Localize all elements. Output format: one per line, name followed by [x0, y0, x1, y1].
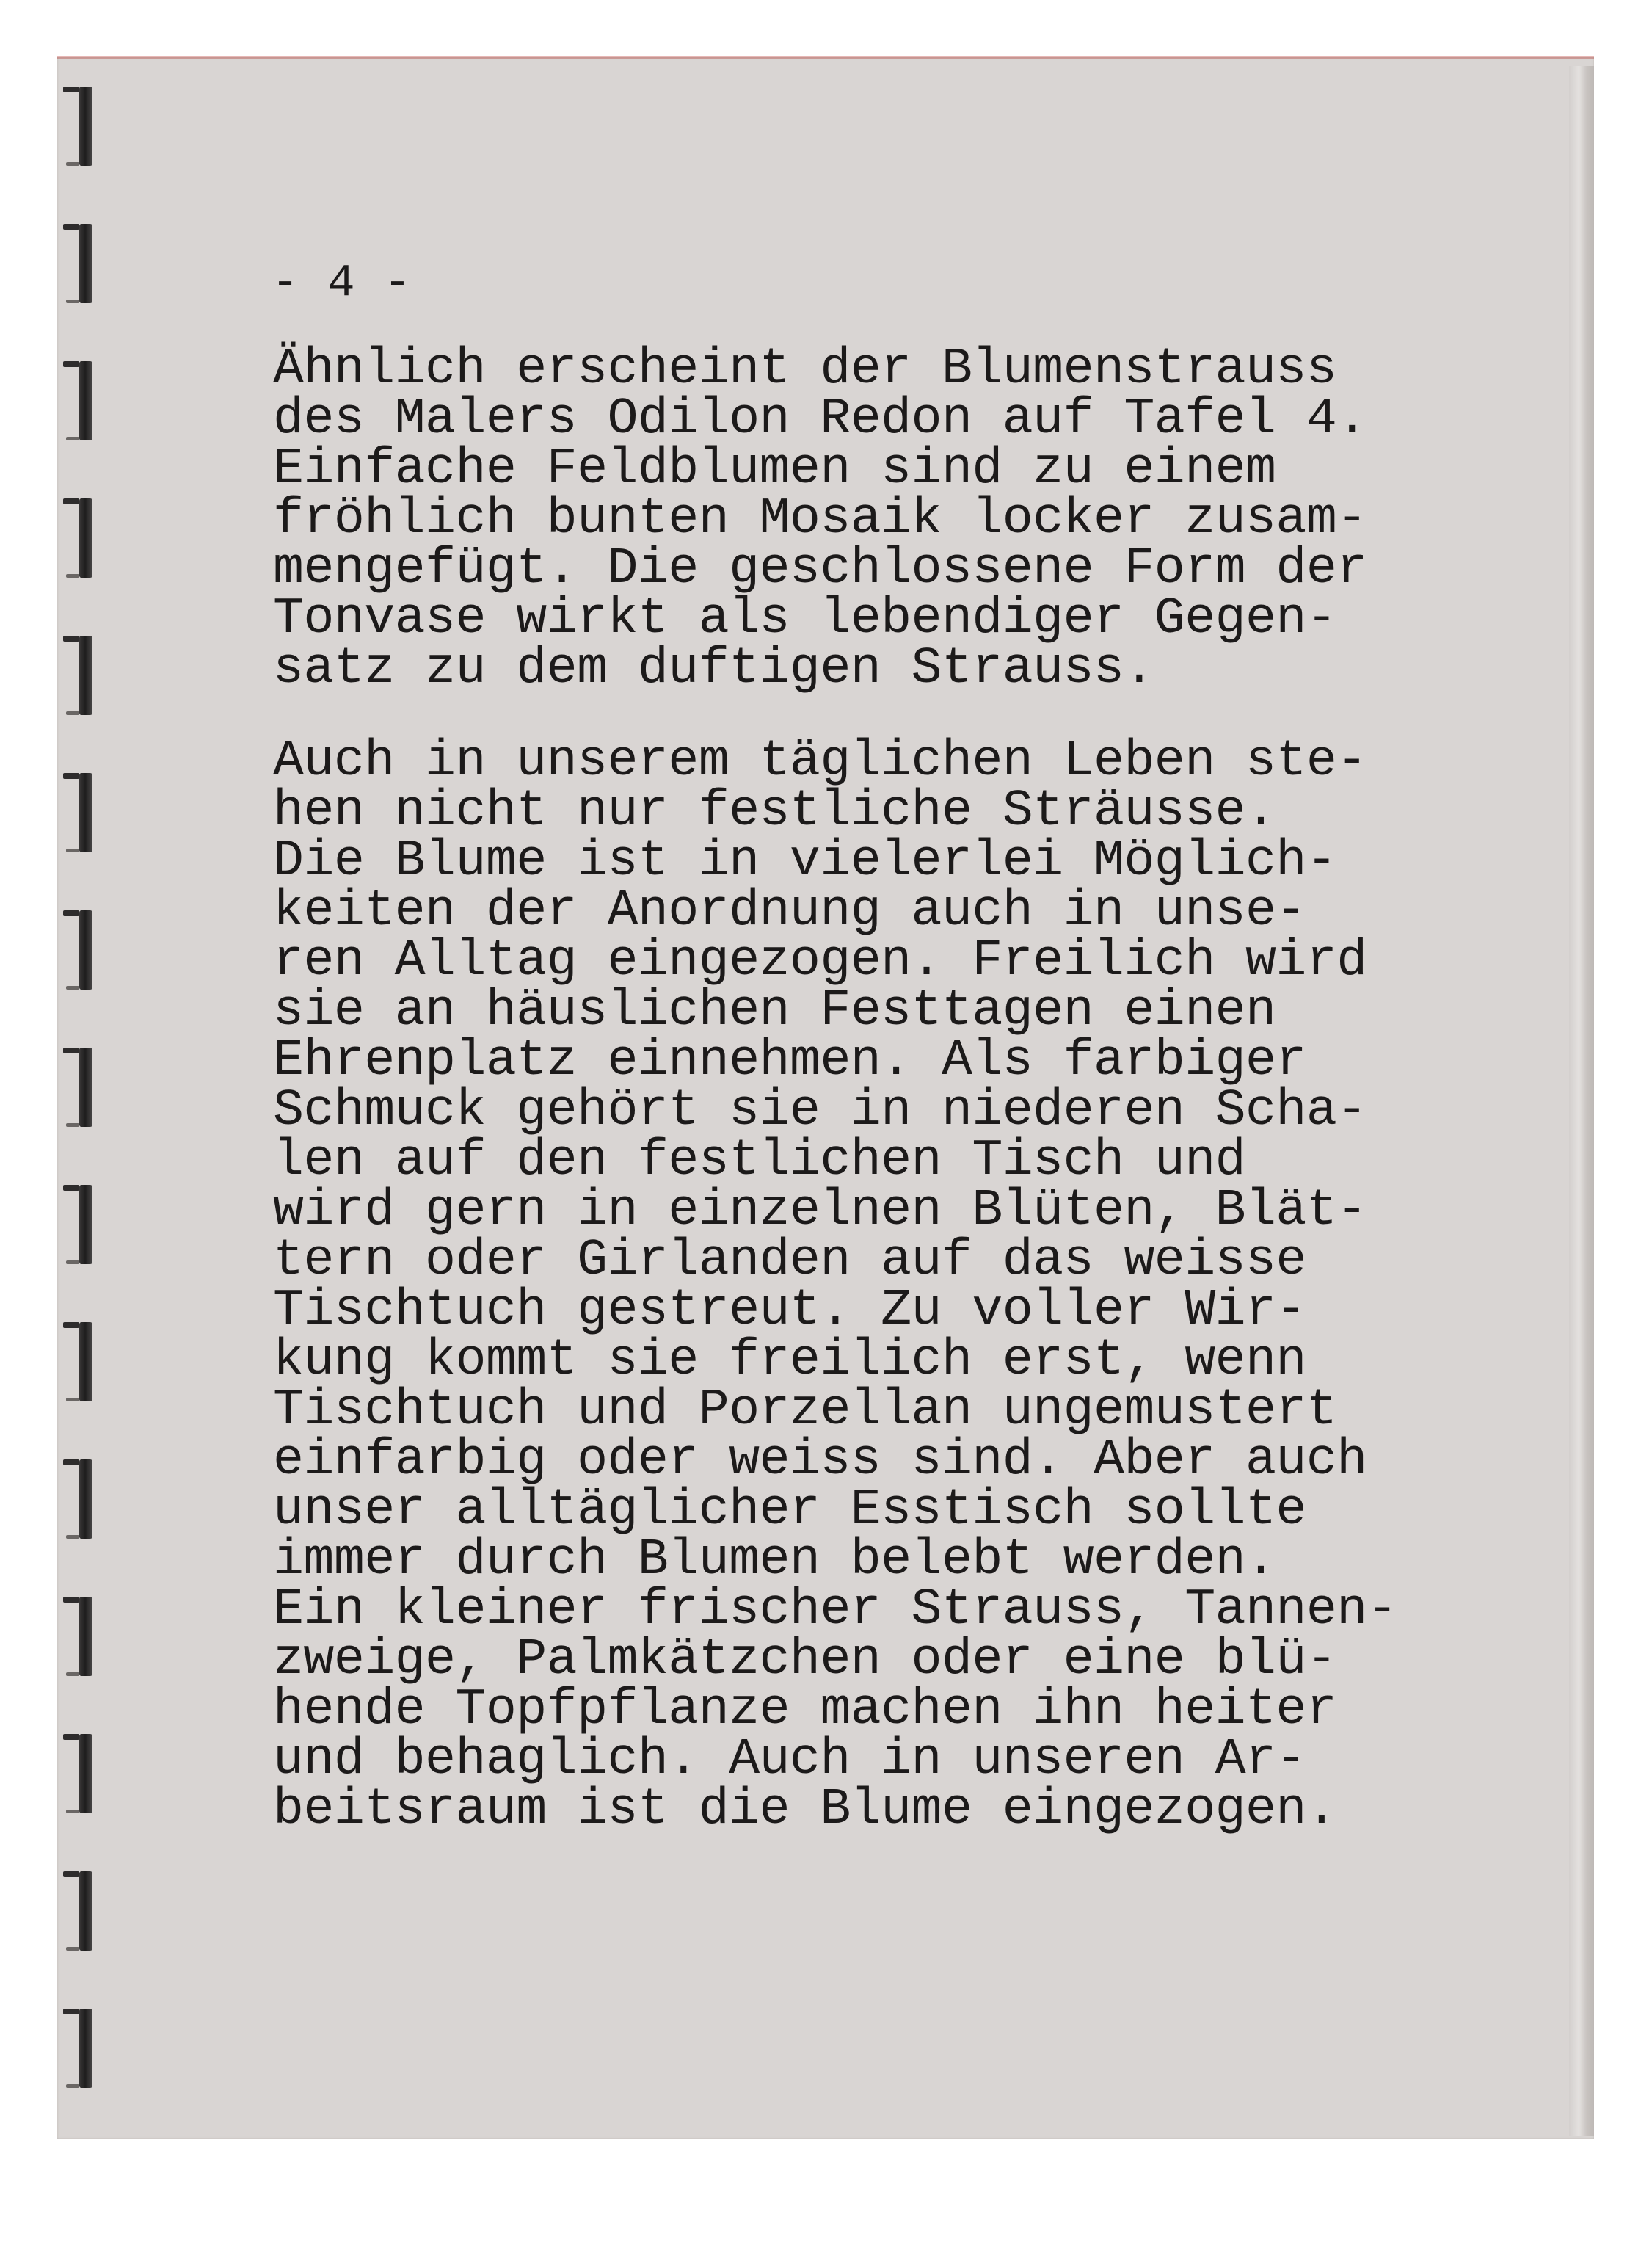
text-line: keiten der Anordnung auch in unse- [273, 882, 1306, 940]
text-line: mengefügt. Die geschlossene Form der [273, 540, 1367, 598]
binding-ring [79, 224, 92, 303]
text-line: immer durch Blumen belebt werden. [273, 1531, 1276, 1589]
text-line: Auch in unserem täglichen Leben ste- [273, 733, 1367, 791]
text-line: unser alltäglicher Esstisch sollte [273, 1481, 1306, 1539]
text-line: sie an häuslichen Festtagen einen [273, 982, 1276, 1040]
page-stack-edge [1569, 66, 1594, 2136]
binding-ring [79, 1459, 92, 1539]
text-line: Ein kleiner frischer Strauss, Tannen- [273, 1581, 1398, 1639]
text-line: zweige, Palmkätzchen oder eine blü- [273, 1631, 1337, 1689]
binding-ring [79, 773, 92, 852]
text-line: und behaglich. Auch in unseren Ar- [273, 1731, 1306, 1789]
text-line: Tischtuch gestreut. Zu voller Wir- [273, 1282, 1306, 1340]
text-line: wird gern in einzelnen Blüten, Blät- [273, 1182, 1367, 1240]
comb-binding [60, 0, 112, 2253]
text-line: Ähnlich erscheint der Blumenstrauss [273, 341, 1337, 399]
text-line: len auf den festlichen Tisch und [273, 1132, 1246, 1190]
text-line: Einfache Feldblumen sind zu einem [273, 440, 1276, 498]
binding-ring [79, 2009, 92, 2088]
text-line: Die Blume ist in vielerlei Möglich- [273, 832, 1337, 890]
text-line: Schmuck gehört sie in niederen Scha- [273, 1082, 1367, 1140]
binding-ring [79, 910, 92, 990]
binding-ring [79, 636, 92, 715]
text-line: ren Alltag eingezogen. Freilich wird [273, 932, 1367, 990]
binding-ring [79, 361, 92, 440]
text-line: kung kommt sie freilich erst, wenn [273, 1332, 1306, 1390]
text-line: fröhlich bunten Mosaik locker zusam- [273, 490, 1367, 548]
text-line: satz zu dem duftigen Strauss. [273, 640, 1154, 698]
text-line: Ehrenplatz einnehmen. Als farbiger [273, 1032, 1306, 1090]
binding-ring [79, 1597, 92, 1676]
text-line: beitsraum ist die Blume eingezogen. [273, 1781, 1337, 1839]
binding-ring [79, 1871, 92, 1951]
sheet-top-edge [57, 56, 1594, 59]
typewritten-text [273, 341, 1447, 1839]
text-line: Tonvase wirkt als lebendiger Gegen- [273, 590, 1337, 648]
text-line: hen nicht nur festliche Sträusse. [273, 783, 1276, 841]
paragraph [273, 733, 1447, 1839]
text-line: tern oder Girlanden auf das weisse [273, 1232, 1306, 1290]
binding-ring [79, 1048, 92, 1127]
text-line: Tischtuch und Porzellan ungemustert [273, 1382, 1337, 1440]
page-number: - 4 - [272, 257, 412, 309]
binding-ring [79, 498, 92, 578]
paragraph [273, 341, 1447, 698]
binding-ring [79, 1185, 92, 1264]
binding-ring [79, 87, 92, 166]
text-line: des Malers Odilon Redon auf Tafel 4. [273, 391, 1367, 449]
text-line: einfarbig oder weiss sind. Aber auch [273, 1432, 1367, 1490]
binding-ring [79, 1322, 92, 1401]
text-line: hende Topfpflanze machen ihn heiter [273, 1681, 1337, 1739]
binding-ring [79, 1734, 92, 1813]
